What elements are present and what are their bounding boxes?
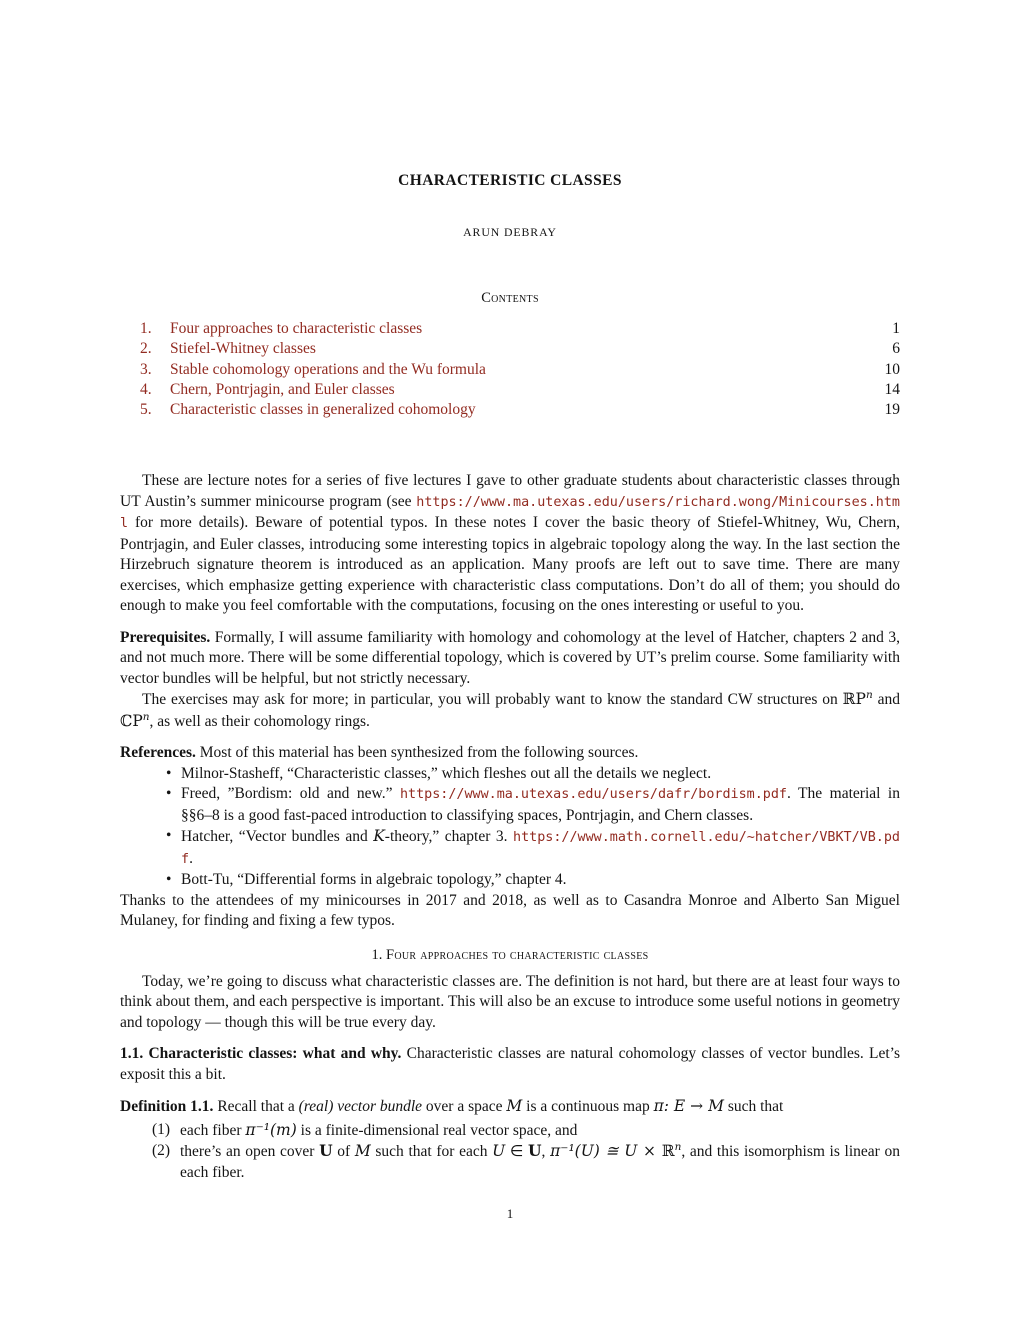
k-theory-variable: K: [373, 827, 385, 846]
fiber-formula: π⁻¹(m): [245, 1120, 297, 1139]
reference-milnor-stasheff: Milnor-Stasheff, “Characteristic classes,” which fleshes out all the details we neglect.: [181, 764, 712, 782]
exponent-n: n: [674, 1141, 682, 1154]
subsection-body-text: Characteristic classes are natural cohomology classes of vector bundles. Let’s exposit this a bit.: [120, 1045, 900, 1083]
toc-entry-page[interactable]: 6: [892, 340, 900, 358]
reference-hatcher-mid: -theory,” chapter 3.: [384, 828, 514, 846]
table-of-contents: [120, 319, 900, 420]
subsection-number: 1.1.: [120, 1045, 144, 1063]
toc-entry[interactable]: [120, 319, 900, 339]
definition-condition-list: [120, 1120, 900, 1184]
toc-entry-page[interactable]: 19: [884, 401, 900, 419]
author-name: ARUN DEBRAY: [463, 225, 557, 239]
condition-text-run: such that for each: [370, 1143, 493, 1161]
reference-text: [181, 784, 900, 826]
subsection-title: Characteristic classes: what and why.: [148, 1045, 402, 1063]
reference-item: [120, 826, 900, 870]
toc-entry-page[interactable]: 1: [892, 320, 900, 337]
toc-entry[interactable]: [120, 400, 900, 420]
vector-bundle-term: (real) vector bundle: [298, 1098, 423, 1116]
toc-entry-label[interactable]: Stable cohomology operations and the Wu formula: [170, 360, 486, 378]
exponent-n: n: [142, 710, 150, 723]
condition-text-run: , and this isomorphism is linear on each fiber.: [180, 1143, 900, 1181]
page-content: [120, 0, 900, 1183]
toc-entry-number[interactable]: 5.: [140, 401, 152, 419]
reference-item: [120, 764, 900, 785]
bullet-icon: •: [166, 871, 172, 889]
section-1-intro-paragraph: Today, we’re going to discuss what characteristic classes are. The definition is not hard, but there are at least four ways to think about them, and each perspective is important. This will also be an excuse to introduce some useful notions in geometry and topology — though this will be true every day.: [120, 972, 900, 1031]
definition-condition: [120, 1120, 900, 1142]
bullet-icon: •: [166, 764, 172, 782]
section-title: Four approaches to characteristic classes: [385, 946, 649, 963]
condition-text-run: of: [332, 1143, 355, 1161]
intro-text-after-url: for more details). Beware of potential typos. In these notes I cover the basic theory of Stiefel-Whitney, Wu, Chern, Pontrjagin, and Euler classes, introducing some interesting topics in algebraic topology along the way. In the last section the Hirzebruch signature theorem is introduced as an application. Many proofs are left out to save time. There are many exercises, which emphasize getting experience with characteristic class computations. Don’t do all of them; you should do enough to make you feel comfortable with the computations, focusing on the ones interesting or useful to you.: [120, 514, 900, 615]
reference-bott-tu: Bott-Tu, “Differential forms in algebraic topology,” chapter 4.: [181, 871, 567, 889]
condition-text-run: ,: [541, 1143, 551, 1161]
references-label: References.: [120, 744, 196, 762]
references-list: [120, 764, 900, 891]
exercises-text-and: and: [872, 691, 900, 709]
condition-text-run: is a finite-dimensional real vector space, and: [296, 1121, 578, 1139]
toc-entry-label[interactable]: Characteristic classes in generalized cohomology: [170, 401, 476, 419]
condition-text-run: each fiber: [180, 1121, 246, 1139]
bordism-pdf-url-link[interactable]: https://www.ma.utexas.edu/users/dafr/bordism.pdf: [400, 787, 787, 803]
complex-projective-space-symbol: ℂP: [120, 711, 143, 730]
prerequisites-paragraph: [120, 628, 900, 690]
references-paragraph: [120, 743, 900, 764]
exponent-n: n: [865, 689, 873, 702]
intro-paragraph: [120, 471, 900, 617]
bullet-icon: •: [166, 827, 172, 845]
reference-text: [181, 764, 900, 785]
minicourse-url-link[interactable]: https://www.ma.utexas.edu/users/richard.wong/Minicourses.html: [120, 494, 900, 532]
toc-entry-number[interactable]: 2.: [140, 340, 152, 358]
fraktur-u-cover-symbol: U: [319, 1141, 333, 1161]
toc-entry-label[interactable]: Chern, Pontrjagin, and Euler classes: [170, 380, 395, 398]
reference-freed-post: . The material in §§6–8 is a good fast-paced introduction to classifying spaces, Pontrjagin, and Chern classes.: [181, 785, 900, 824]
toc-entry-page[interactable]: 10: [884, 360, 900, 378]
space-M-variable: M: [506, 1097, 523, 1116]
definition-text-run: is a continuous map: [522, 1098, 654, 1116]
prerequisites-text: Formally, I will assume familiarity with homology and cohomology at the level of Hatcher, chapters 2 and 3, and not much more. There will be some differential topology, which is covered by UT’s prelim course. Some familiarity with vector bundles will be helpful, but not strictly necessary.: [120, 628, 900, 687]
exercises-text-after: , as well as their cohomology rings.: [149, 712, 370, 730]
toc-entry[interactable]: [120, 339, 900, 359]
definition-1-1-paragraph: [120, 1096, 900, 1118]
references-intro-text: Most of this material has been synthesized from the following sources.: [195, 744, 639, 762]
toc-entry-label[interactable]: Four approaches to characteristic classes: [170, 320, 423, 337]
fraktur-u-cover-symbol: U: [528, 1141, 542, 1161]
real-numbers-symbol: ℝ: [661, 1142, 675, 1161]
reference-text: [181, 826, 900, 870]
element-of-symbol: ∈: [505, 1143, 529, 1161]
exercises-paragraph: [120, 689, 900, 732]
toc-entry-number[interactable]: 4.: [140, 380, 152, 398]
intro-text-before-url: These are lecture notes for a series of five lectures I gave to other graduate students about characteristic classes through UT Austin’s summer minicourse program (see: [120, 472, 900, 510]
thanks-paragraph: Thanks to the attendees of my minicourses in 2017 and 2018, as well as to Casandra Monroe and Alberto San Miguel Mulaney, for finding and fixing a few typos.: [120, 891, 900, 930]
condition-number: (1): [152, 1120, 171, 1138]
bullet-icon: •: [166, 785, 172, 803]
section-1-heading: [120, 947, 900, 963]
subsection-1-1-paragraph: [120, 1044, 900, 1085]
condition-text: [180, 1120, 900, 1142]
reference-hatcher-post: .: [189, 849, 193, 867]
toc-entry-label[interactable]: Stiefel-Whitney classes: [170, 340, 316, 358]
prerequisites-label: Prerequisites.: [120, 628, 211, 646]
reference-item: [120, 784, 900, 826]
document-title: CHARACTERISTIC CLASSES: [398, 172, 622, 189]
condition-text: [180, 1141, 900, 1183]
condition-text-run: there’s an open cover: [180, 1143, 320, 1161]
reference-text: [181, 870, 900, 891]
definition-text-run: such that: [723, 1098, 784, 1116]
vbkt-pdf-url-link[interactable]: https://www.math.cornell.edu/~hatcher/VBKT/VB.pdf: [181, 830, 900, 867]
toc-entry[interactable]: [120, 360, 900, 380]
definition-text-run: Recall that a: [213, 1098, 299, 1116]
toc-entry-number[interactable]: 3.: [140, 360, 152, 378]
definition-label: Definition 1.1.: [120, 1098, 214, 1116]
reference-freed-pre: Freed, ”Bordism: old and new.”: [181, 785, 400, 803]
exercises-text-before: The exercises may ask for more; in particular, you will probably want to know the standard CW structures on: [142, 691, 843, 709]
condition-number: (2): [152, 1142, 171, 1160]
toc-entry-number[interactable]: 1.: [140, 320, 152, 337]
reference-hatcher-pre: Hatcher, “Vector bundles and: [181, 828, 374, 846]
definition-condition: [120, 1141, 900, 1183]
reference-item: [120, 870, 900, 891]
section-number: 1.: [371, 946, 383, 963]
toc-entry-page[interactable]: 14: [884, 380, 900, 398]
real-projective-space-symbol: ℝP: [842, 690, 866, 709]
bundle-map-formula: π: E → M: [653, 1097, 724, 1116]
local-trivialization-formula: π⁻¹(U) ≅ U ×: [550, 1142, 662, 1161]
contents-heading: Contents: [481, 290, 539, 306]
definition-text-run: over a space: [422, 1098, 507, 1116]
toc-entry[interactable]: [120, 380, 900, 400]
open-set-U-variable: U: [492, 1142, 506, 1161]
page-number: 1: [506, 1206, 514, 1221]
space-M-variable: M: [354, 1142, 371, 1161]
